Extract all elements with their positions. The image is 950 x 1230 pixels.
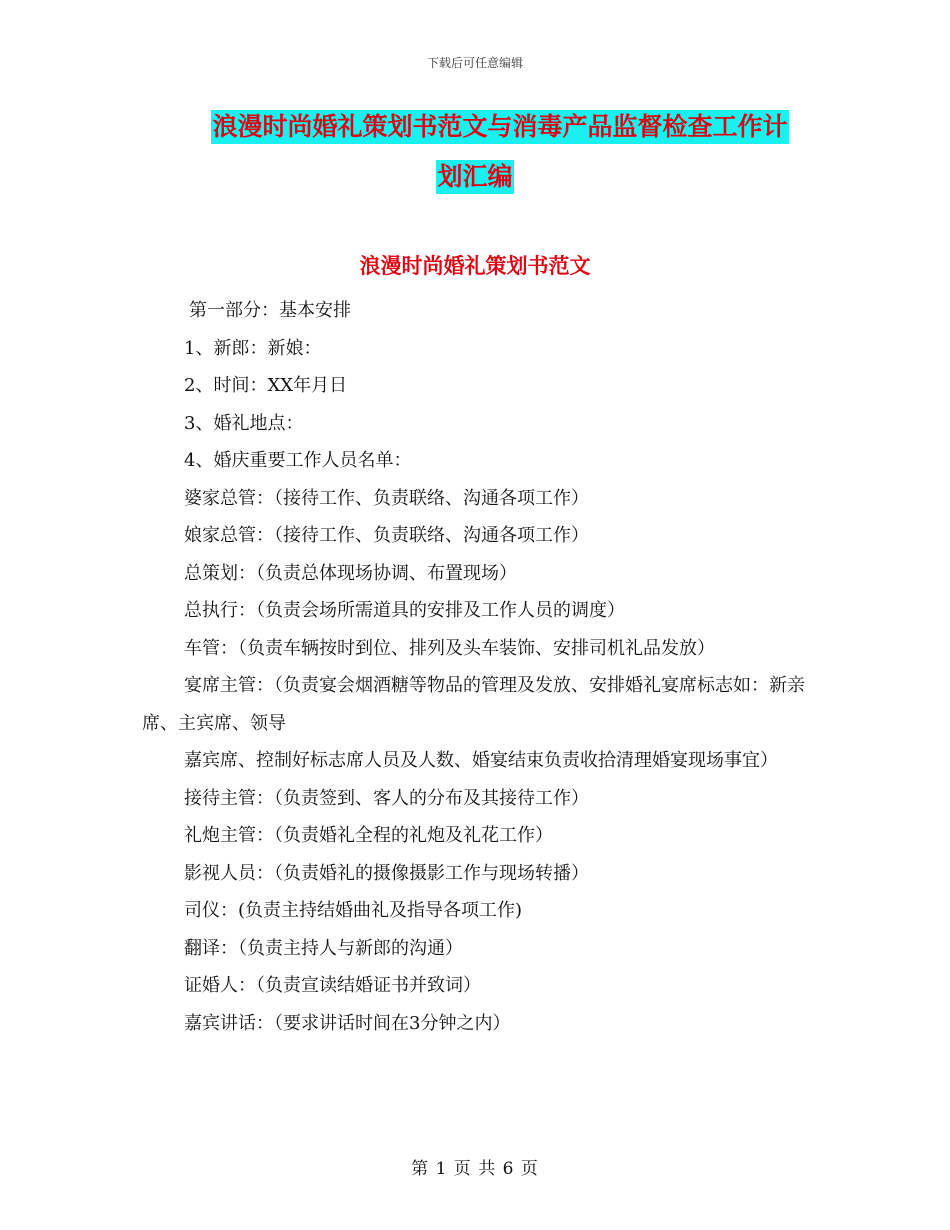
paragraph: 证婚人：（负责宣读结婚证书并致词） [184,975,481,996]
paragraph: 2、时间：XX年月日 [184,375,348,396]
paragraph: 影视人员：（负责婚礼的摄像摄影工作与现场转播） [184,862,589,884]
paragraph: 嘉宾席、控制好标志席人员及人数、婚宴结束负责收拾清理婚宴现场事宜） [184,750,778,771]
paragraph: 1、新郎：新娘： [184,337,322,359]
paragraph: 娘家总管：（接待工作、负责联络、沟通各项工作） [184,525,589,546]
paragraph: 礼炮主管：（负责婚礼全程的礼炮及礼花工作） [184,825,553,846]
paragraph: 3、婚礼地点： [184,412,304,434]
paragraph: 接待主管：（负责签到、客人的分布及其接待工作） [184,787,589,809]
paragraph: 婆家总管：（接待工作、负责联络、沟通各项工作） [184,487,589,509]
paragraph: 第一部分：基本安排 [189,300,351,321]
document-body [142,292,807,1042]
paragraph: 4、婚庆重要工作人员名单： [184,450,412,471]
title-line-1: 浪漫时尚婚礼策划书范文与消毒产品监督检查工作计 [211,110,788,144]
paragraph: 车管：（负责车辆按时到位、排列及头车装饰、安排司机礼品发放） [184,637,715,659]
header-note: 下载后可任意编辑 [426,56,523,70]
section-title: 浪漫时尚婚礼策划书范文 [359,254,591,278]
paragraph: 翻译：（负责主持人与新郎的沟通） [184,937,463,959]
paragraph: 司仪：(负责主持结婚曲礼及指导各项工作) [184,900,523,921]
paragraph: 嘉宾讲话：（要求讲话时间在3分钟之内） [184,1012,511,1034]
paragraph: 总策划：（负责总体现场协调、布置现场） [184,562,517,584]
page-footer: 第 1 页 共 6 页 [411,1159,539,1179]
title-line-2: 划汇编 [436,160,513,194]
document-title [0,110,950,194]
paragraph: 总执行：（负责会场所需道具的安排及工作人员的调度） [184,600,625,621]
paragraph: 宴席主管：（负责宴会烟酒糖等物品的管理及发放、安排婚礼宴席标志如：新亲席、主宾席、领导 [142,675,805,734]
